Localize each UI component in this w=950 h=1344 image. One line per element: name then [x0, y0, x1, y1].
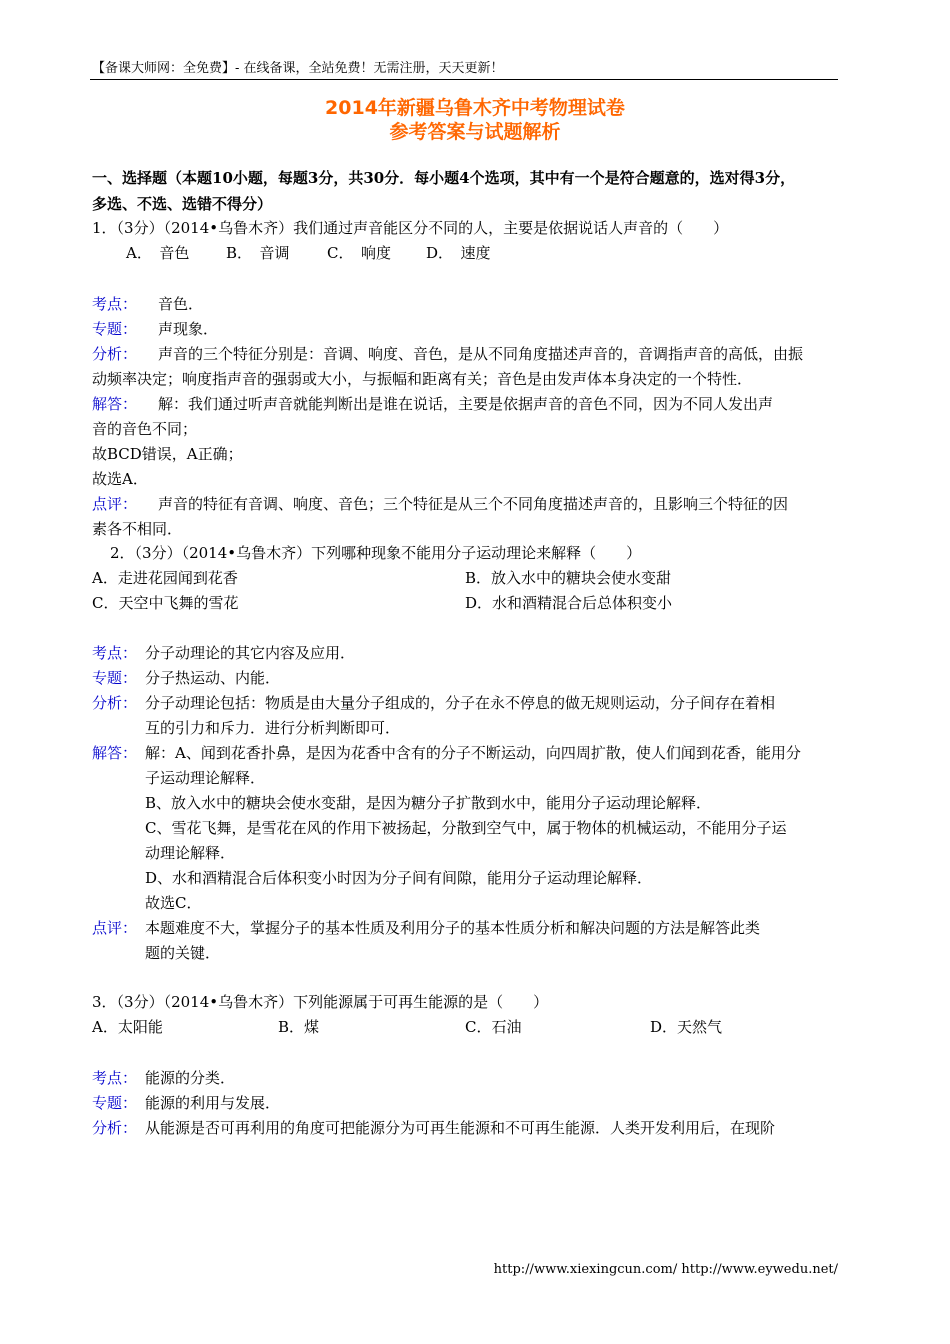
- q1-dianping-line1: 声音的特征有音调、响度、音色；三个特征是从三个不同角度描述声音的，且影响三个特征的因: [158, 495, 789, 513]
- q1-stem: 1．（3分）（2014•乌鲁木齐）我们通过声音能区分不同的人，主要是依据说话人声音的（ ）: [92, 219, 729, 237]
- q1-jieda-line1: 解：我们通过听声音就能判断出是谁在说话，主要是依据声音的音色不同，因为不同人发出声: [158, 395, 774, 413]
- q1-zhuanti: 声现象．: [158, 320, 219, 338]
- q2-option-a: A．走进花园闻到花香: [92, 569, 238, 587]
- q3-kaodian: 能源的分类．: [145, 1069, 236, 1087]
- q2-fenxi-label: 分析：: [92, 694, 138, 712]
- q2-kaodian: 分子动理论的其它内容及应用．: [145, 644, 356, 662]
- q1-option-d: D． 速度: [426, 244, 491, 262]
- q1-dianping-label: 点评：: [92, 495, 138, 513]
- section-heading-line1: 一、选择题（本题10小题，每题3分，共30分．每小题4个选项，其中有一个是符合题意的，选对得3分，: [92, 169, 796, 187]
- q3-option-d: D．天然气: [650, 1018, 723, 1036]
- q1-kaodian: 音色．: [158, 295, 204, 313]
- q1-option-c: C． 响度: [327, 244, 391, 262]
- q2-dianping-line2: 题的关键．: [145, 944, 221, 962]
- q2-jieda-line4: C、雪花飞舞，是雪花在风的作用下被扬起，分散到空气中，属于物体的机械运动，不能用分子运: [145, 819, 787, 837]
- q1-fenxi-line1: 声音的三个特征分别是：音调、响度、音色，是从不同角度描述声音的，音调指声音的高低，由振: [158, 345, 804, 363]
- q2-dianping-line1: 本题难度不大，掌握分子的基本性质及利用分子的基本性质分析和解决问题的方法是解答此类: [145, 919, 761, 937]
- q1-option-a: A． 音色: [126, 244, 190, 262]
- q2-jieda-line3: B、放入水中的糖块会使水变甜，是因为糖分子扩散到水中，能用分子运动理论解释．: [145, 794, 712, 812]
- doc-title: 2014年新疆乌鲁木齐中考物理试卷: [325, 97, 625, 119]
- q2-kaodian-label: 考点：: [92, 644, 138, 662]
- q2-fenxi-line1: 分子动理论包括：物质是由大量分子组成的，分子在永不停息的做无规则运动，分子间存在着相: [145, 694, 776, 712]
- q3-option-c: C．石油: [465, 1018, 522, 1036]
- q1-fenxi-line2: 动频率决定；响度指声音的强弱或大小，与振幅和距离有关；音色是由发声体本身决定的一个特性．: [92, 370, 753, 388]
- doc-subtitle: 参考答案与试题解析: [389, 121, 561, 143]
- q2-jieda-line2: 子运动理论解释．: [145, 769, 266, 787]
- q2-option-d: D．水和酒精混合后总体积变小: [465, 594, 673, 612]
- q1-jieda-line4: 故选A．: [92, 470, 148, 488]
- header-divider: [90, 79, 838, 80]
- q2-jieda-line6: D、水和酒精混合后体积变小时因为分子间有间隙，能用分子运动理论解释．: [145, 869, 653, 887]
- q2-option-b: B．放入水中的糖块会使水变甜: [465, 569, 672, 587]
- q2-jieda-line7: 故选C．: [145, 894, 202, 912]
- q2-option-c: C．天空中飞舞的雪花: [92, 594, 239, 612]
- q1-jieda-line2: 音的音色不同；: [92, 420, 198, 438]
- q3-fenxi-line1: 从能源是否可再利用的角度可把能源分为可再生能源和不可再生能源．人类开发利用后，在现阶: [145, 1119, 776, 1137]
- q1-dianping-line2: 素各不相同．: [92, 520, 183, 538]
- q1-fenxi-label: 分析：: [92, 345, 138, 363]
- q2-fenxi-line2: 互的引力和斥力．进行分析判断即可．: [145, 719, 401, 737]
- q2-jieda-line1: 解：A、闻到花香扑鼻，是因为花香中含有的分子不断运动，向四周扩散，使人们闻到花香，能用分: [145, 744, 801, 762]
- q3-kaodian-label: 考点：: [92, 1069, 138, 1087]
- page-footer-links[interactable]: http://www.xiexingcun.com/ http://www.eywedu.net/: [493, 1262, 838, 1277]
- q3-fenxi-label: 分析：: [92, 1119, 138, 1137]
- q2-zhuanti: 分子热运动、内能．: [145, 669, 281, 687]
- q3-option-b: B．煤: [278, 1018, 320, 1036]
- q2-zhuanti-label: 专题：: [92, 669, 138, 687]
- q3-zhuanti: 能源的利用与发展．: [145, 1094, 281, 1112]
- q1-jieda-line3: 故BCD错误，A正确；: [92, 445, 243, 463]
- q2-dianping-label: 点评：: [92, 919, 138, 937]
- q3-zhuanti-label: 专题：: [92, 1094, 138, 1112]
- q2-jieda-line5: 动理论解释．: [145, 844, 236, 862]
- q1-jieda-label: 解答：: [92, 395, 138, 413]
- q1-option-b: B． 音调: [226, 244, 290, 262]
- q1-kaodian-label: 考点：: [92, 295, 138, 313]
- q1-zhuanti-label: 专题：: [92, 320, 138, 338]
- q2-jieda-label: 解答：: [92, 744, 138, 762]
- section-heading-line2: 多选、不选、选错不得分）: [92, 195, 273, 213]
- q3-option-a: A．太阳能: [92, 1018, 163, 1036]
- page-header: 【备课大师网：全免费】- 在线备课，全站免费！无需注册，天天更新！: [92, 61, 504, 76]
- q3-stem: 3．（3分）（2014•乌鲁木齐）下列能源属于可再生能源的是（ ）: [92, 993, 549, 1011]
- q2-stem: 2．（3分）（2014•乌鲁木齐）下列哪种现象不能用分子运动理论来解释（ ）: [110, 544, 642, 562]
